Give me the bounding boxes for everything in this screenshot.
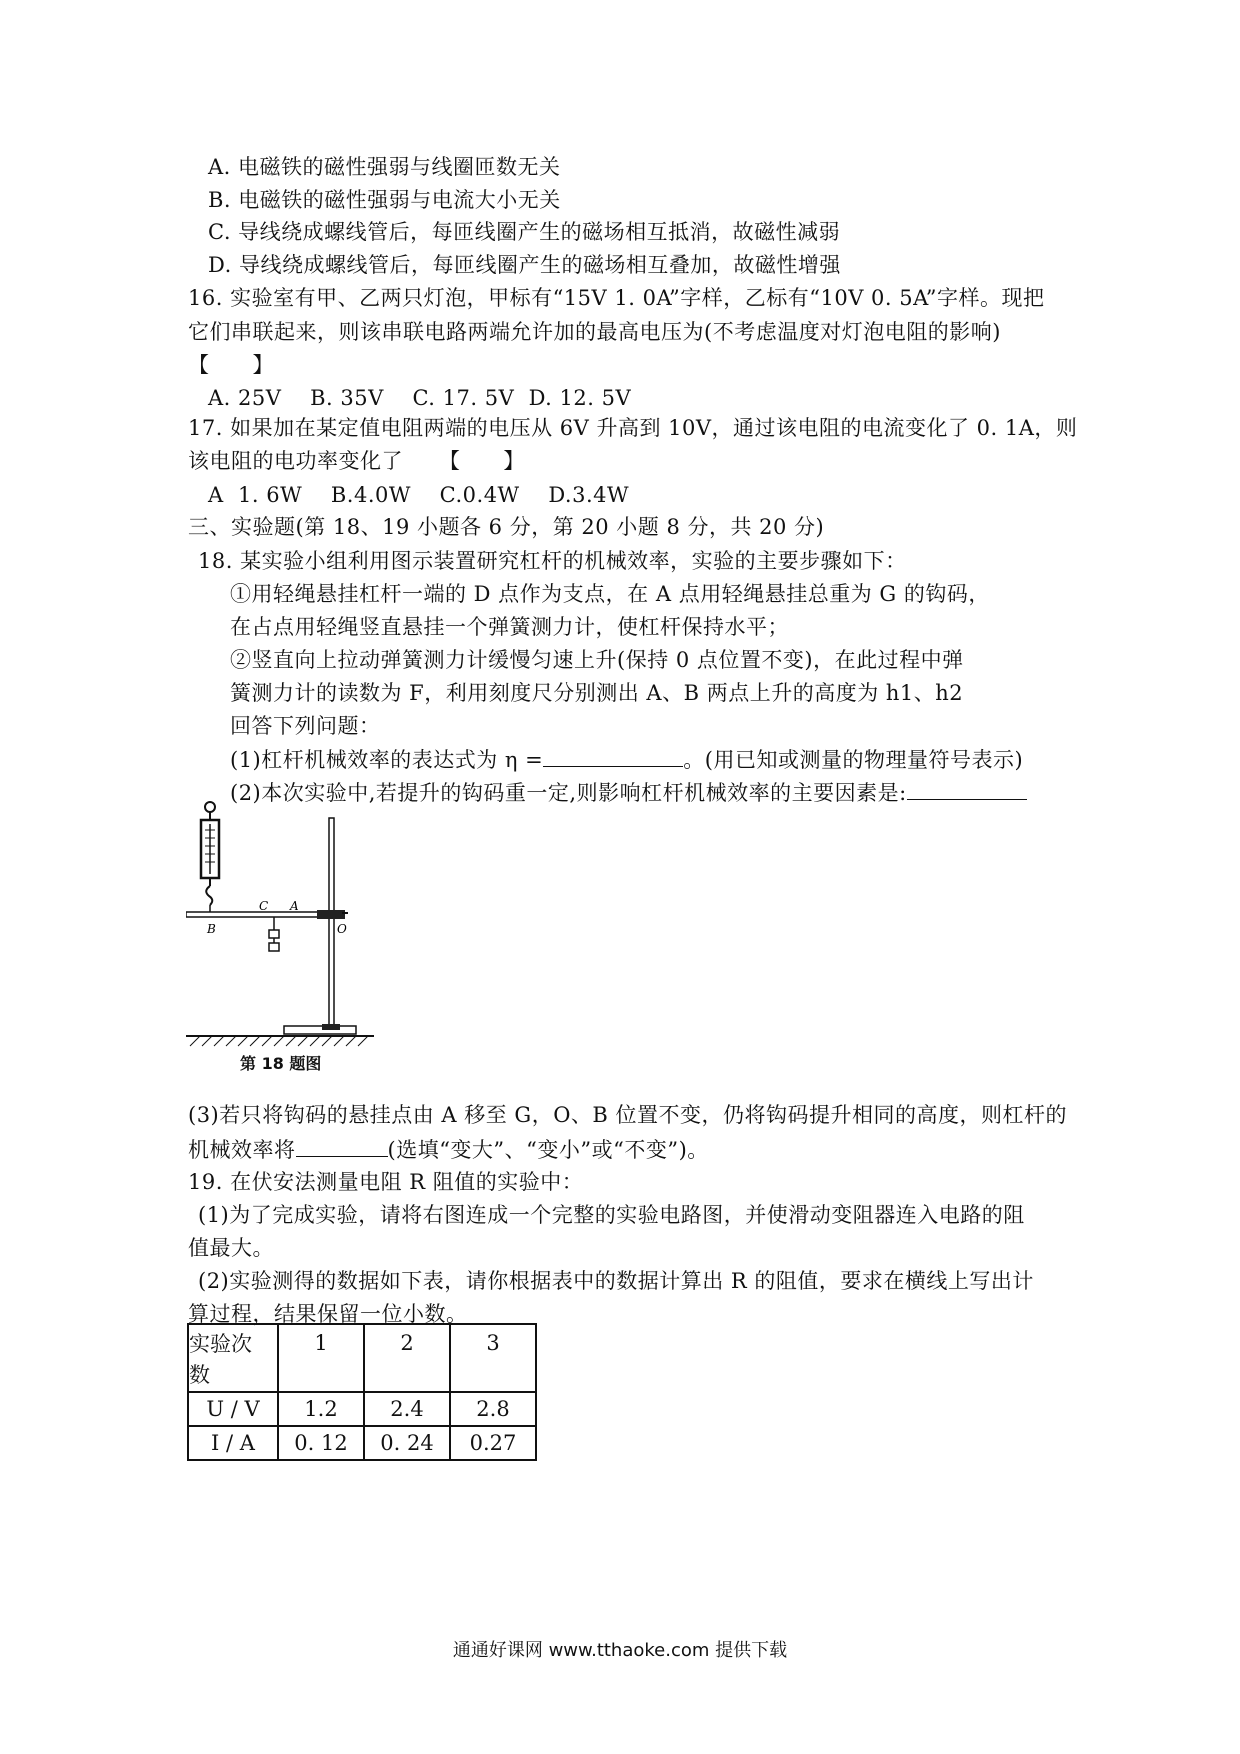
q16-stem-line1: 16. 实验室有甲、乙两只灯泡，甲标有“15V 1. 0A”字样，乙标有“10V 0. 5A”字样。现把 xyxy=(188,286,1045,310)
label-c: C xyxy=(259,899,269,913)
q19-part2-line2: 算过程，结果保留一位小数。 xyxy=(188,1302,468,1326)
stand-base xyxy=(284,1026,356,1034)
q18-part1 xyxy=(230,744,1023,775)
label-a: A xyxy=(290,899,299,913)
q18-intro: 18. 某实验小组利用图示装置研究杠杆的机械效率，实验的主要步骤如下： xyxy=(198,549,907,573)
row-label-voltage: U / V xyxy=(188,1392,278,1426)
q17-stem-line2: 该电阻的电功率变化了 【 】 xyxy=(188,449,525,473)
measurement-table xyxy=(187,1323,537,1461)
q18-part3-answer-blank[interactable] xyxy=(296,1134,388,1157)
q18-step1-line2: 在占点用轻绳竖直悬挂一个弹簧测力计，使杠杆保持水平； xyxy=(230,615,789,639)
label-o: O xyxy=(337,922,347,936)
row-label-current: I / A xyxy=(188,1426,278,1460)
q18-answer-prompt: 回答下列问题： xyxy=(230,714,381,738)
q17-options: A 1. 6W B.4.0W C.0.4W D.3.4W xyxy=(208,483,630,507)
q15-option-b: B. 电磁铁的磁性强弱与电流大小无关 xyxy=(208,188,561,212)
table-cell: 2.8 xyxy=(450,1392,536,1426)
q18-part1-suffix: 。(用已知或测量的物理量符号表示) xyxy=(683,748,1024,772)
table-header-label: 实验次 数 xyxy=(188,1324,278,1392)
q18-step2-line1: ②竖直向上拉动弹簧测力计缓慢匀速上升(保持 0 点位置不变)，在此过程中弹 xyxy=(230,648,964,672)
q15-option-d: D. 导线绕成螺线管后，每匝线圈产生的磁场相互叠加，故磁性增强 xyxy=(208,253,841,277)
q18-part1-prefix: (1)杠杆机械效率的表达式为 η = xyxy=(230,748,544,772)
q18-step1-line1: ①用轻绳悬挂杠杆一端的 D 点作为支点，在 A 点用轻绳悬挂总重为 G 的钩码， xyxy=(230,582,990,606)
spring-scale-icon xyxy=(201,802,219,912)
q19-part1-line2: 值最大。 xyxy=(188,1236,274,1260)
q16-stem-line2: 它们串联起来，则该串联电路两端允许加的最高电压为(不考虑温度对灯泡电阻的影响) xyxy=(188,320,1001,344)
stand-rod xyxy=(329,818,334,1030)
table-cell: 0.27 xyxy=(450,1426,536,1460)
q18-step2-line2: 簧测力计的读数为 F，利用刻度尺分别测出 A、B 两点上升的高度为 h1、h2 xyxy=(230,681,964,705)
table-cell: 1.2 xyxy=(278,1392,364,1426)
table-cell: 0. 24 xyxy=(364,1426,450,1460)
page-footer[interactable]: 通通好课网 www.tthaoke.com 提供下载 xyxy=(452,1640,788,1661)
lever-experiment-figure xyxy=(186,800,416,1070)
q18-part3-line1: (3)若只将钩码的悬挂点由 A 移至 G，O、B 位置不变，仍将钩码提升相同的高度，则杠杆的 xyxy=(188,1103,1068,1127)
label-b: B xyxy=(207,922,216,936)
table-cell: 0. 12 xyxy=(278,1426,364,1460)
q18-part2-text: (2)本次实验中,若提升的钩码重一定,则影响杠杆机械效率的主要因素是: xyxy=(230,781,907,805)
q18-part3-prefix: 机械效率将 xyxy=(188,1138,296,1162)
q18-part3-suffix: (选填“变大”、“变小”或“不变”)。 xyxy=(387,1138,709,1162)
table-header-col-1: 1 xyxy=(278,1324,364,1392)
q19-intro: 19. 在伏安法测量电阻 R 阻值的实验中： xyxy=(188,1170,584,1194)
q15-option-a: A. 电磁铁的磁性强弱与线圈匝数无关 xyxy=(208,155,561,179)
q19-part2-line1: (2)实验测得的数据如下表，请你根据表中的数据计算出 R 的阻值，要求在横线上写出计 xyxy=(198,1269,1034,1293)
table-row xyxy=(188,1426,536,1460)
table-row xyxy=(188,1392,536,1426)
q16-answer-bracket: 【 】 xyxy=(188,353,275,377)
table-cell: 2.4 xyxy=(364,1392,450,1426)
q18-part2-answer-blank[interactable] xyxy=(907,777,1027,800)
q18-part3-line2 xyxy=(188,1134,709,1165)
q17-stem-line1: 17. 如果加在某定值电阻两端的电压从 6V 升高到 10V，通过该电阻的电流变化了 0. 1A，则 xyxy=(188,416,1078,440)
q15-option-c: C. 导线绕成螺线管后，每匝线圈产生的磁场相互抵消，故磁性减弱 xyxy=(208,220,841,244)
section-3-title: 三、实验题(第 18、19 小题各 6 分，第 20 小题 8 分，共 20 分) xyxy=(188,515,825,539)
table-header-row xyxy=(188,1324,536,1392)
q18-part1-answer-blank[interactable] xyxy=(543,744,683,767)
stand-clamp xyxy=(317,910,345,919)
ground-hatching xyxy=(186,1036,374,1046)
q19-part1-line1: (1)为了完成实验，请将右图连成一个完整的实验电路图，并使滑动变阻器连入电路的阻 xyxy=(198,1203,1025,1227)
q16-options: A. 25V B. 35V C. 17. 5V D. 12. 5V xyxy=(208,386,632,410)
table-header-col-3: 3 xyxy=(450,1324,536,1392)
hook-weights xyxy=(269,917,279,951)
figure-caption: 第 18 题图 xyxy=(240,1054,322,1073)
table-header-col-2: 2 xyxy=(364,1324,450,1392)
